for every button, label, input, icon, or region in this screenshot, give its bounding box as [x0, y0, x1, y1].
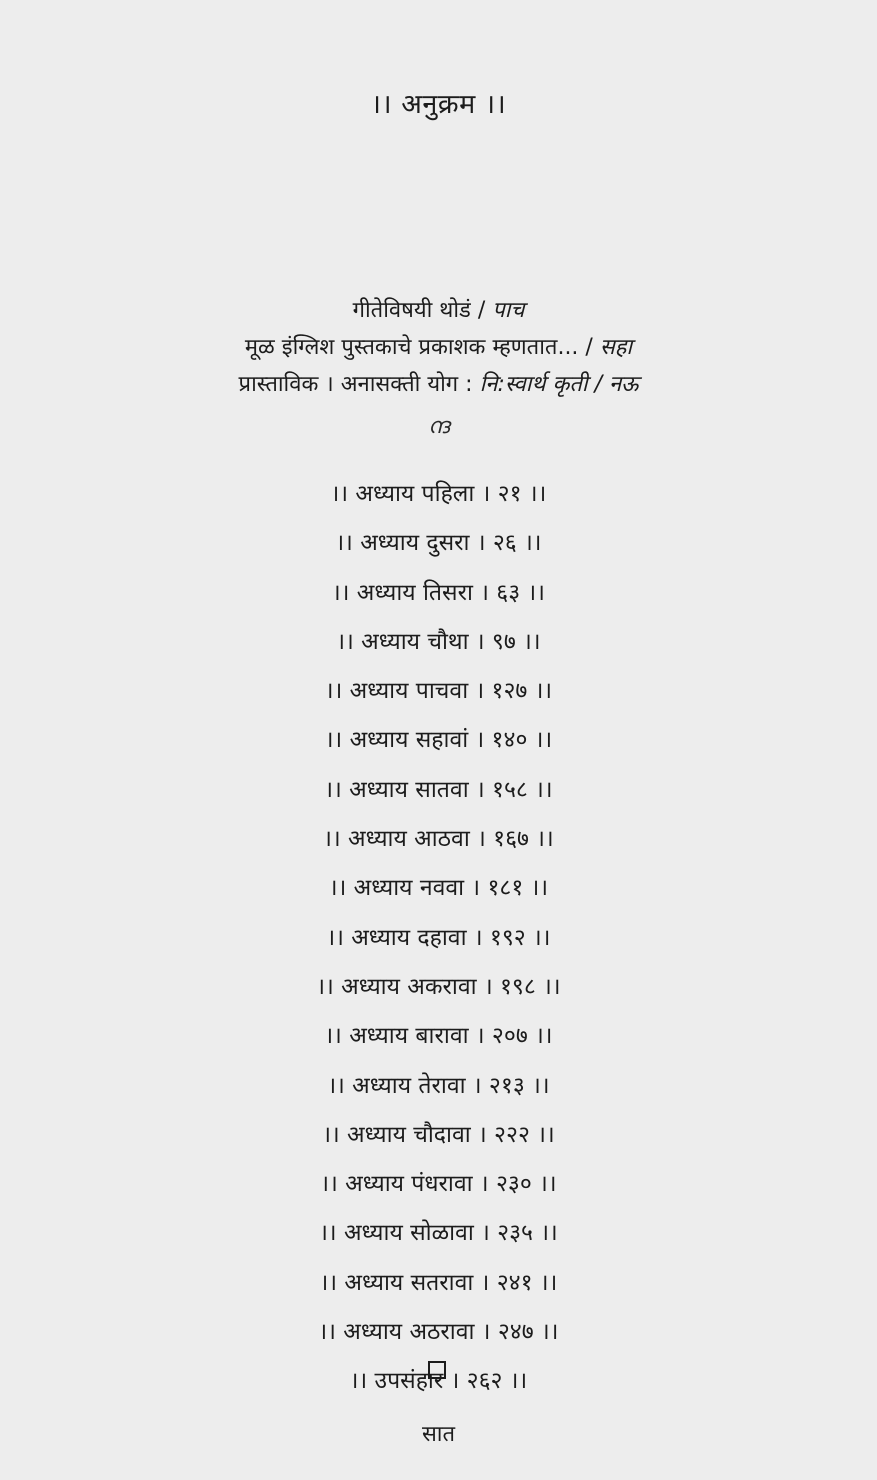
intro-entry-text: गीतेविषयी थोडं / [352, 298, 493, 323]
chapter-entry: ।। अध्याय सतरावा । २४१ ।। [319, 1269, 558, 1296]
chapter-entry: ।। अध्याय चौथा । ९७ ।। [336, 628, 541, 655]
intro-entry-text: मूळ इंग्लिश पुस्तकाचे प्रकाशक म्हणतात... / [244, 335, 600, 360]
chapter-entry: ।। उपसंहार । २६२ ।। [349, 1368, 528, 1395]
chapter-entry: ।। अध्याय दुसरा । २६ ।। [335, 530, 542, 557]
chapter-entry: ।। अध्याय पंधरावा । २३० ।। [320, 1171, 557, 1198]
intro-entry-page: सहा [599, 335, 633, 360]
chapter-list [0, 470, 877, 1407]
chapter-entry: ।। अध्याय अठरावा । २४७ ।। [318, 1319, 559, 1346]
intro-entry-page: पाच [492, 298, 525, 323]
chapter-entry: ।। अध्याय सहावां । १४० ।। [324, 727, 553, 754]
page-title: ।। अनुक्रम ।। [370, 89, 507, 120]
intro-entry [0, 329, 877, 366]
intro-entry-page: नि:स्वार्थ कृती / नऊ [479, 372, 639, 397]
chapter-entry: ।। अध्याय दहावा । १९२ ।। [326, 924, 551, 951]
chapter-entry: ।। अध्याय सोळावा । २३५ ।। [319, 1220, 558, 1247]
chapter-entry: ।। अध्याय पहिला । २१ ।। [330, 481, 547, 507]
square-outline-icon [428, 1361, 446, 1379]
intro-entry [0, 366, 877, 403]
intro-entry-text: प्रास्ताविक । अनासक्ती योग : [238, 372, 480, 397]
page-number: सात [421, 1422, 456, 1447]
chapter-entry: ।। अध्याय तेरावा । २१३ ।। [327, 1072, 550, 1099]
chapter-entry: ।। अध्याय पाचवा । १२७ ।। [324, 678, 553, 705]
chapter-entry: ।। अध्याय तिसरा । ६३ ।। [332, 579, 545, 606]
chapter-entry: ।। अध्याय बारावा । २०७ ।। [324, 1023, 553, 1050]
decorative-flourish: ന്ദ [427, 414, 450, 439]
chapter-entry: ।। अध्याय सातवा । १५८ ।। [324, 776, 553, 803]
intro-entry [0, 292, 877, 329]
chapter-entry: ।। अध्याय अकरावा । १९८ ।। [316, 973, 561, 1000]
chapter-entry: ।। अध्याय चौदावा । २२२ ।। [322, 1121, 555, 1148]
intro-entries [0, 292, 877, 403]
chapter-entry: ।। अध्याय आठवा । १६७ ।। [323, 826, 554, 853]
chapter-entry: ।। अध्याय नववा । १८१ ।। [328, 875, 549, 902]
